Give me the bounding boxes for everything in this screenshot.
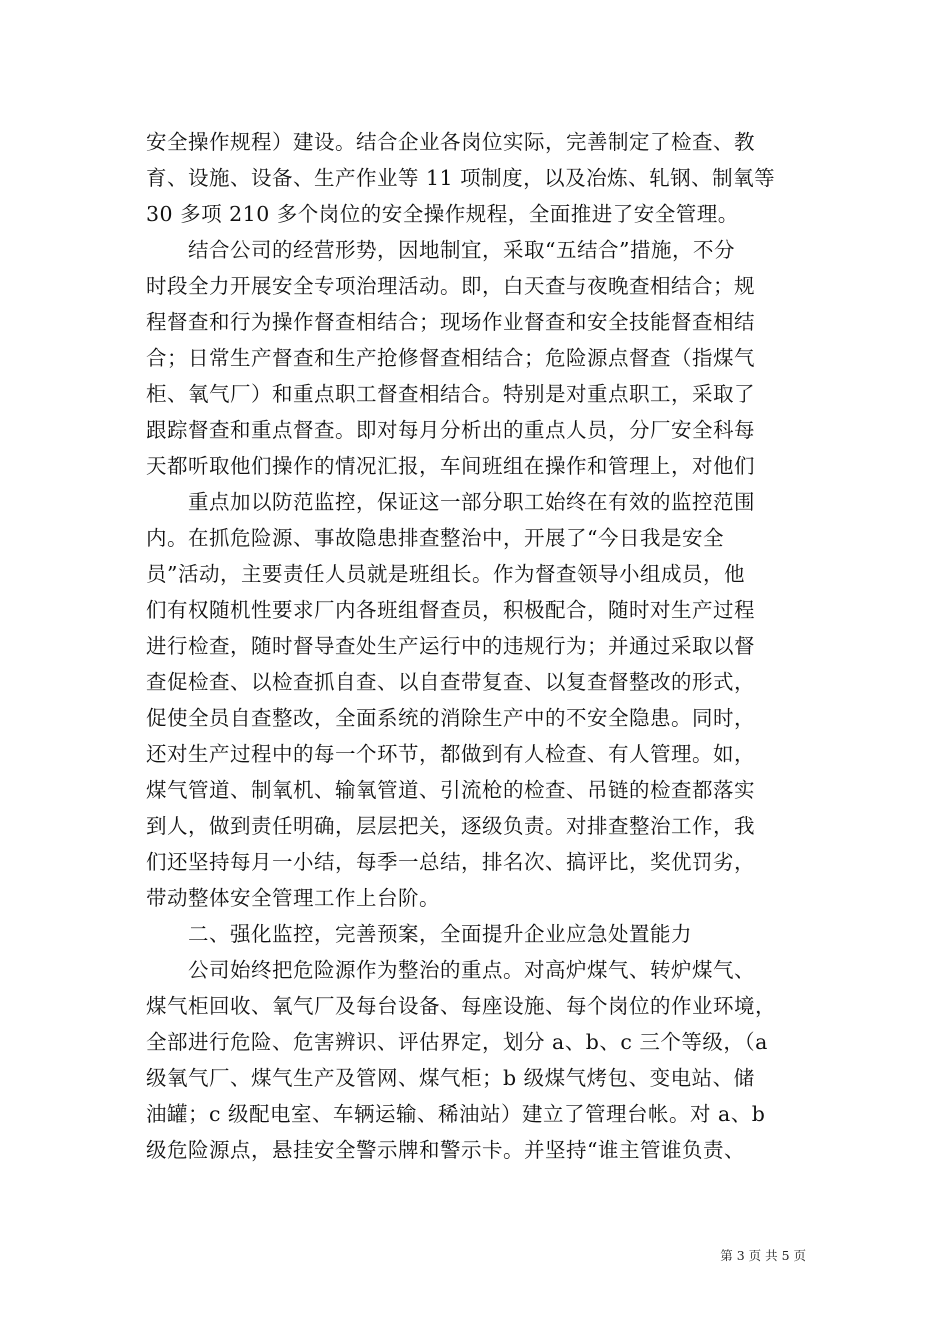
text-line: 结合公司的经营形势，因地制宜，采取“五结合”措施，不分 (146, 238, 735, 262)
text-line: 带动整体安全管理工作上台阶。 (146, 886, 440, 910)
section-heading: 二、强化监控，完善预案，全面提升企业应急处置能力 (146, 922, 692, 946)
text-line: 油罐；c 级配电室、车辆运输、稀油站）建立了管理台帐。对 a、b (146, 1102, 766, 1126)
text-line: 员”活动，主要责任人员就是班组长。作为督查领导小组成员，他 (146, 562, 745, 586)
text-line: 们还坚持每月一小结，每季一总结，排名次、搞评比，奖优罚劣， (146, 850, 755, 874)
text-line: 级危险源点，悬挂安全警示牌和警示卡。并坚持“谁主管谁负责、 (146, 1138, 745, 1162)
text-line: 促使全员自查整改，全面系统的消除生产中的不安全隐患。同时， (146, 706, 755, 730)
text-line: 安全操作规程）建设。结合企业各岗位实际，完善制定了检查、教 (146, 130, 755, 154)
text-line: 查促检查、以检查抓自查、以自查带复查、以复查督整改的形式， (146, 670, 755, 694)
text-line: 30 多项 210 多个岗位的安全操作规程，全面推进了安全管理。 (146, 202, 739, 226)
text-line: 公司始终把危险源作为整治的重点。对高炉煤气、转炉煤气、 (146, 958, 755, 982)
text-line: 柜、氧气厂）和重点职工督查相结合。特别是对重点职工，采取了 (146, 382, 755, 406)
document-body (146, 124, 810, 1168)
text-line: 程督查和行为操作督查相结合；现场作业督查和安全技能督查相结 (146, 310, 755, 334)
text-line: 煤气柜回收、氧气厂及每台设备、每座设施、每个岗位的作业环境， (146, 994, 776, 1018)
text-line: 内。在抓危险源、事故隐患排查整治中，开展了“今日我是安全 (146, 526, 724, 550)
text-line: 到人，做到责任明确，层层把关，逐级负责。对排查整治工作，我 (146, 814, 755, 838)
text-line: 育、设施、设备、生产作业等 11 项制度，以及冶炼、轧钢、制氧等 (146, 166, 776, 190)
text-line: 还对生产过程中的每一个环节，都做到有人检查、有人管理。如， (146, 742, 755, 766)
text-line: 级氧气厂、煤气生产及管网、煤气柜；b 级煤气烤包、变电站、储 (146, 1066, 755, 1090)
text-line: 天都听取他们操作的情况汇报，车间班组在操作和管理上，对他们 (146, 454, 755, 478)
text-line: 们有权随机性要求厂内各班组督查员，积极配合，随时对生产过程 (146, 598, 755, 622)
text-line: 跟踪督查和重点督查。即对每月分析出的重点人员，分厂安全科每 (146, 418, 755, 442)
text-line: 全部进行危险、危害辨识、评估界定，划分 a、b、c 三个等级，（a (146, 1030, 768, 1054)
text-line: 时段全力开展安全专项治理活动。即，白天查与夜晚查相结合；规 (146, 274, 755, 298)
text-line: 重点加以防范监控，保证这一部分职工始终在有效的监控范围 (146, 490, 755, 514)
text-line: 合；日常生产督查和生产抢修督查相结合；危险源点督查（指煤气 (146, 346, 755, 370)
text-line: 煤气管道、制氧机、输氧管道、引流枪的检查、吊链的检查都落实 (146, 778, 755, 802)
page-number-footer: 第 3 页 共 5 页 (720, 1248, 806, 1263)
text-line: 进行检查，随时督导查处生产运行中的违规行为；并通过采取以督 (146, 634, 755, 658)
